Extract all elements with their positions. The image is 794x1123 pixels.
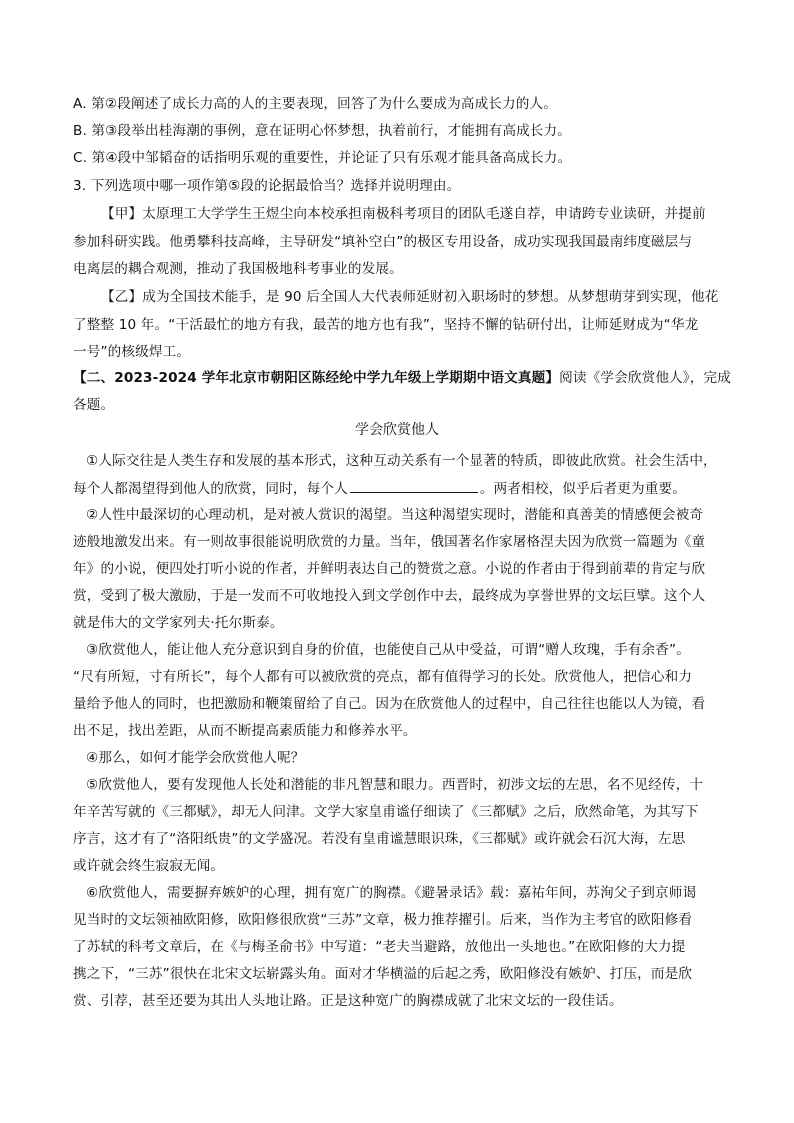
paragraph-6-line-1: ⑥欣赏他人，需要摒弃嫉妒的心理，拥有宽广的胸襟。《避暑录话》载：嘉祐年间，苏洵父子到京师谒 bbox=[86, 885, 697, 901]
evidence-jia-line-3: 电离层的耦合观测，推动了我国极地科考事业的发展。 bbox=[73, 261, 403, 277]
paragraph-6-line-5: 赏、引荐，甚至还要为其出人头地让路。正是这种宽广的胸襟成就了北宋文坛的一段佳话。 bbox=[73, 993, 623, 1009]
paragraph-6-line-4: 携之下，“三苏”很快在北宋文坛崭露头角。面对才华横溢的后起之秀，欧阳修没有嫉妒、打压，而是欣 bbox=[73, 966, 693, 982]
question-3: 3. 下列选项中哪一项作第⑤段的论据最恰当？选择并说明理由。 bbox=[73, 178, 461, 194]
evidence-yi-line-3: 一号”的核级焊工。 bbox=[73, 344, 191, 360]
paragraph-6-line-2: 见当时的文坛领袖欧阳修，欧阳修很欣赏“三苏”文章，极力推荐擢引。后来，当作为主考官的欧阳修看 bbox=[73, 912, 693, 928]
paragraph-3-line-2: “尺有所短，寸有所长”，每个人都有可以被欣赏的亮点，都有值得学习的长处。欣赏他人，把信心和力 bbox=[73, 669, 693, 685]
paragraph-5-line-2: 年辛苦写就的《三都赋》，却无人问津。文学大家皇甫谧仔细读了《三都赋》之后，欣然命笔，为其写下 bbox=[73, 804, 699, 820]
fill-in-blank[interactable] bbox=[350, 478, 478, 493]
paragraph-1-line-2 bbox=[73, 478, 686, 499]
section-header bbox=[73, 368, 731, 388]
evidence-jia-line-2: 参加科研实践。他勇攀科技高峰，主导研发“填补空白”的极区专用设备，成功实现我国最南纬度磁层与 bbox=[73, 234, 693, 250]
paragraph-2-line-5: 就是伟大的文学家列夫·托尔斯泰。 bbox=[73, 615, 284, 631]
paragraph-4: ④那么，如何才能学会欣赏他人呢？ bbox=[86, 750, 305, 766]
paragraph-3-line-3: 量给予他人的同时，也把激励和鞭策留给了自己。因为在欣赏他人的过程中，自己往往也能以人为镜，看 bbox=[73, 696, 706, 712]
paragraph-6-line-3: 了苏轼的科考文章后，在《与梅圣俞书》中写道：“老夫当避路，放他出一头地也。”在欧阳修的大力提 bbox=[73, 939, 686, 955]
paragraph-5-line-1: ⑤欣赏他人，要有发现他人长处和潜能的非凡智慧和眼力。西晋时，初涉文坛的左思，名不见经传，十 bbox=[86, 777, 704, 793]
paragraph-2-line-3: 年》的小说，便四处打听小说的作者，并鲜明表达自己的赞赏之意。小说的作者由于得到前辈的肯定与欣 bbox=[73, 561, 706, 577]
paragraph-1-text-b: 。两者相校，似乎后者更为重要。 bbox=[479, 481, 687, 497]
section-header-line-2: 各题。 bbox=[73, 397, 115, 413]
paragraph-3-line-4: 出不足，找出差距，从而不断提高素质能力和修养水平。 bbox=[73, 723, 417, 739]
paragraph-2-line-2: 迹般地激发出来。有一则故事很能说明欣赏的力量。当年，俄国著名作家屠格涅夫因为欣赏一篇题为《童 bbox=[73, 534, 706, 550]
evidence-yi-line-2: 了整整 10 年。“干活最忙的地方有我，最苦的地方也有我”，坚持不懈的钻研付出，让师延财成为“华龙 bbox=[73, 317, 699, 333]
paragraph-5-line-4: 或许就会终生寂寂无闻。 bbox=[73, 858, 225, 874]
option-a: A. 第②段阐述了成长力高的人的主要表现，回答了为什么要成为高成长力的人。 bbox=[73, 96, 558, 112]
evidence-yi-line-1: 【乙】成为全国技术能手，是 90 后全国人大代表师延财初入职场时的梦想。从梦想萌芽到实现，他花 bbox=[101, 289, 719, 305]
paragraph-2-line-4: 赏，受到了极大激励，于是一发而不可收地投入到文学创作中去，最终成为享誉世界的文坛巨擘。这个人 bbox=[73, 588, 706, 604]
paragraph-2-line-1: ②人性中最深切的心理动机，是对被人赏识的渴望。当这种渴望实现时，潜能和真善美的情感便会被奇 bbox=[86, 507, 704, 523]
paragraph-3-line-1: ③欣赏他人，能让他人充分意识到自身的价值，也能使自己从中受益，可谓“赠人玫瑰，手有余香”。 bbox=[86, 642, 690, 658]
section-source: 【二、2023-2024 学年北京市朝阳区陈经纶中学九年级上学期期中语文真题】 bbox=[73, 370, 560, 386]
section-instruction: 阅读《学会欣赏他人》，完成 bbox=[559, 370, 731, 386]
evidence-jia-line-1: 【甲】太原理工大学学生王煜尘向本校承担南极科考项目的团队毛遂自荐，申请跨专业读研，并提前 bbox=[101, 206, 706, 222]
article-title: 学会欣赏他人 bbox=[355, 422, 439, 438]
option-c: C. 第④段中邹韬奋的话指明乐观的重要性，并论证了只有乐观才能具备高成长力。 bbox=[73, 150, 572, 166]
paragraph-1-line-1: ①人际交往是人类生存和发展的基本形式，这种互动关系有一个显著的特质，即彼此欣赏。社会生活中， bbox=[86, 453, 717, 469]
paragraph-1-text-a: 每个人都渴望得到他人的欣赏，同时，每个人 bbox=[73, 481, 348, 497]
option-b: B. 第③段举出桂海潮的事例，意在证明心怀梦想，执着前行，才能拥有高成长力。 bbox=[73, 123, 572, 139]
paragraph-5-line-3: 序言，这才有了“洛阳纸贵”的文学盛况。若没有皇甫谧慧眼识珠，《三都赋》或许就会石沉大海，左思 bbox=[73, 831, 686, 847]
